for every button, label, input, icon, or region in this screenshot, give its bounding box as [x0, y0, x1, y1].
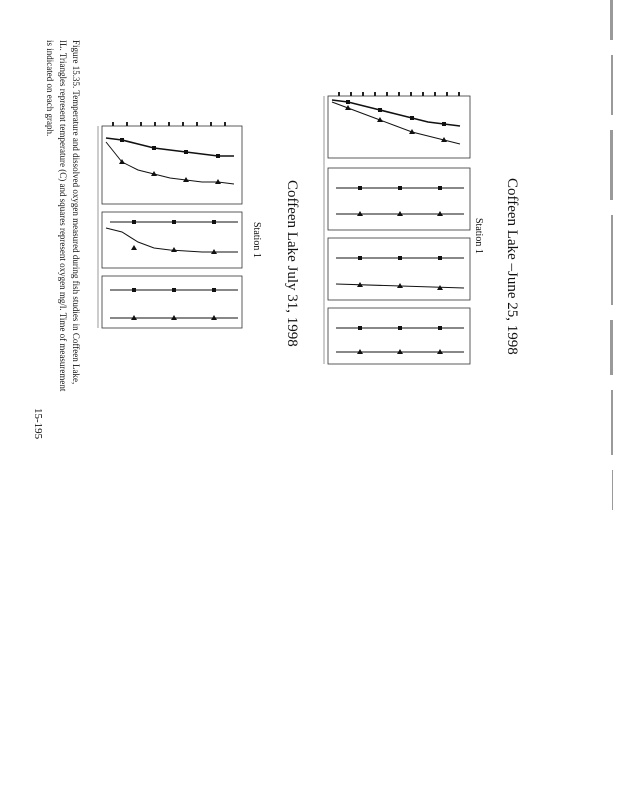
scan-edge-artifact — [596, 0, 618, 800]
figure1-title: Coffeen Lake –June 25, 1998 — [504, 178, 520, 355]
figure1-plot — [318, 88, 478, 370]
figure2-plot — [92, 118, 252, 332]
figure1-panel-frame — [328, 168, 470, 230]
figure2-panel-frame — [102, 126, 242, 204]
figure1-panel-frame — [328, 308, 470, 364]
figure1-panel-frame — [328, 238, 470, 300]
figure2-station-label: Station 1 — [251, 222, 262, 258]
figure1-oxygen-line — [332, 100, 460, 126]
figure2-title: Coffeen Lake July 31, 1998 — [284, 180, 300, 347]
figure1-station-label: Station 1 — [473, 218, 484, 254]
figure-caption: Figure 15.35. Temperature and dissolved oxygen measured during fish studies in Coffeen Lake, IL. Triangles represent temperature (C) and squares represent oxygen mg/l. Time of measurement is indicated on each graph. — [45, 40, 81, 392]
figure2-panel-frame — [102, 276, 242, 328]
figure2-temperature-line — [106, 142, 234, 184]
figure2-oxygen-line — [106, 138, 234, 156]
page-number: 15-195 — [32, 408, 44, 440]
